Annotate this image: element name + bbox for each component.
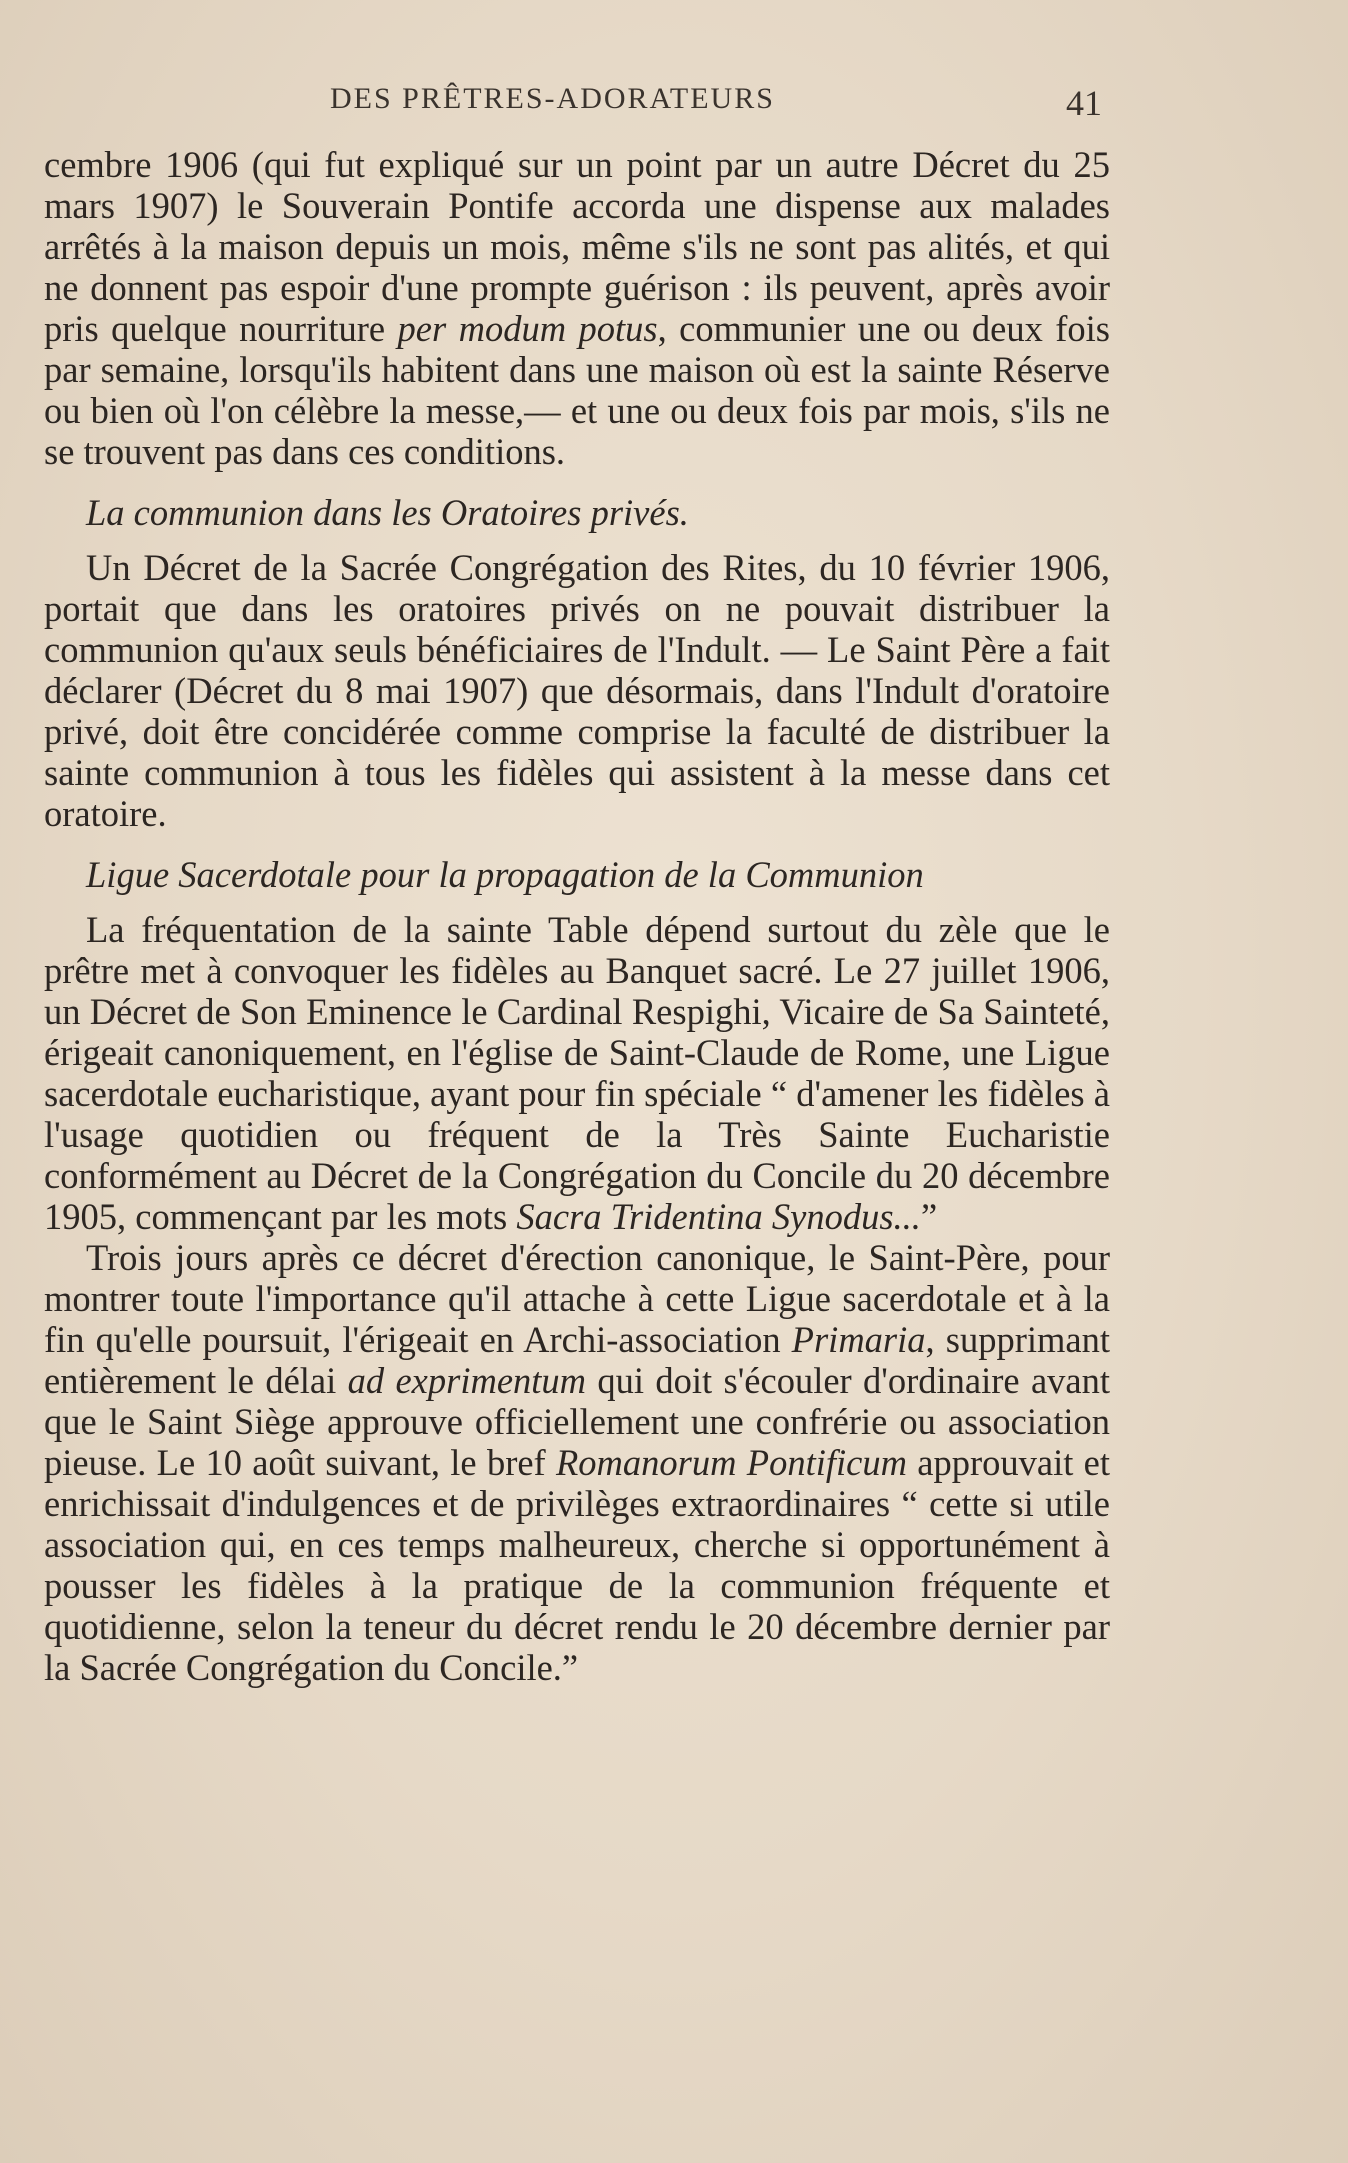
text-run: La fréquentation de la sainte Table dépend surtout du zèle que le prêtre met à convoquer les fidèles au Banquet sacré. Le 27 juillet 1906, un Décret de Son Eminence le Cardinal Respighi, Vicaire de Sa Sainteté, érigeait canoniquement, en l'église de Saint-Claude de Rome, une Ligue sacerdotale eucharistique, ayant pour fin spéciale “ d'amener les fidèles à l'usage quotidien ou fréquent de la Très Sainte Eucharistie conformément au Décret de la Congrégation du Concile du 20 décembre 1905, commençant par les mots [44, 909, 1110, 1237]
text-run: cembre 1906 (qui fut expliqué sur un point par un autre Décret du 25 mars 1907) le Souverain Pontife accorda une dispense aux malades arrêtés à la maison depuis un mois, même s'ils ne sont pas alités, et qui ne donnent pas espoir d'une prompte guérison : ils peuvent, après avoir pris quelque nourriture [44, 144, 1110, 349]
body-text [44, 144, 1110, 1688]
text-run: ” [920, 1196, 938, 1237]
text-run: , communier une ou deux fois par semaine, lorsqu'ils habitent dans une maison où est la sainte Réserve ou bien où l'on célèbre la messe,— et une ou deux fois par mois, s'ils ne se trouvent pas dans ces conditions. [44, 308, 1110, 472]
paragraph-ligue [44, 909, 1110, 1237]
paragraph-oratoires: Un Décret de la Sacrée Congrégation des Rites, du 10 février 1906, portait que dans les oratoires privés on ne pouvait distribuer la communion qu'aux seuls bénéficiaires de l'Indult. — Le Saint Père a fait déclarer (Décret du 8 mai 1907) que désormais, dans l'Indult d'oratoire privé, doit être concidérée comme comprise la faculté de distribuer la sainte communion à tous les fidèles qui assistent à la messe dans cet oratoire. [44, 547, 1110, 834]
section-heading-ligue: Ligue Sacerdotale pour la propagation de la Communion [86, 854, 924, 895]
latin-phrase: per modum potus [397, 308, 658, 349]
paragraph-dispense-malades [44, 144, 1110, 472]
text-run: , supprimant entièrement le délai [44, 1319, 1110, 1401]
latin-phrase: Sacra Tridentina Synodus... [516, 1196, 921, 1237]
latin-phrase: Primaria [791, 1319, 926, 1360]
running-head: DES PRÊTRES-ADORATEURS [330, 82, 775, 115]
section-heading-oratoires: La communion dans les Oratoires privés. [86, 492, 689, 533]
text-run: qui doit s'écouler d'ordinaire avant que le Saint Siège approuve officiellement une confrérie ou association pieuse. Le 10 août suivant, le bref [44, 1360, 1111, 1483]
latin-phrase: Romanorum Pontificum [556, 1442, 907, 1483]
page-number: 41 [1066, 83, 1102, 123]
text-run: approuvait et enrichissait d'indulgences et de privilèges extraordinaires “ cette si utile association qui, en ces temps malheureux, cherche si opportunément à pousser les fidèles à la pratique de la communion fréquente et quotidienne, selon la teneur du décret rendu le 20 décembre dernier par la Sacrée Congrégation du Concile.” [44, 1442, 1111, 1688]
latin-phrase: ad exprimentum [347, 1360, 587, 1401]
text-run: Trois jours après ce décret d'érection canonique, le Saint-Père, pour montrer toute l'importance qu'il attache à cette Ligue sacerdotale et à la fin qu'elle poursuit, l'érigeait en Archi-association [44, 1237, 1110, 1360]
paragraph-archi-association [44, 1237, 1110, 1688]
